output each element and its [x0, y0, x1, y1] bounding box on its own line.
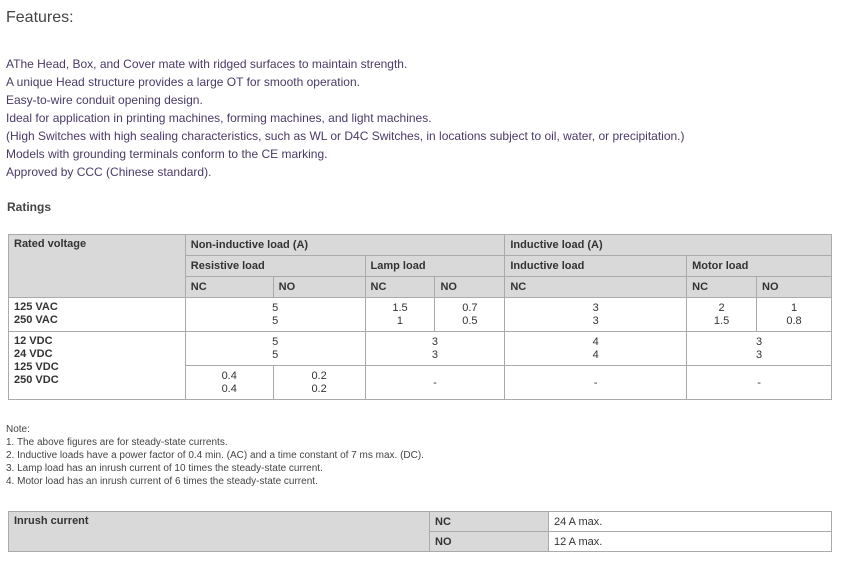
header-lamp: Lamp load — [365, 256, 505, 277]
inrush-nc-label: NC — [430, 512, 549, 532]
header-nc: NC — [505, 277, 687, 298]
ac-inductive: 3 3 — [505, 298, 687, 332]
inrush-no-label: NO — [430, 532, 549, 552]
dc-high-inductive: - — [505, 366, 687, 400]
note-item: 1. The above figures are for steady-state currents. — [6, 437, 228, 448]
header-motor: Motor load — [687, 256, 832, 277]
header-non-inductive: Non-inductive load (A) — [185, 235, 505, 256]
inrush-label: Inrush current — [9, 512, 430, 552]
header-resistive: Resistive load — [185, 256, 365, 277]
feature-item: (High Switches with high sealing characteristics, such as WL or D4C Switches, in locations subject to oil, water, or precipitation.) — [6, 129, 685, 143]
header-nc: NC — [687, 277, 757, 298]
note-item: 2. Inductive loads have a power factor of 0.4 min. (AC) and a time constant of 7 ms max. (DC). — [6, 450, 424, 461]
header-inductive-sub: Inductive load — [505, 256, 687, 277]
dc-lamp: 3 3 — [365, 332, 505, 366]
ac-motor-nc: 2 1.5 — [687, 298, 757, 332]
header-nc: NC — [185, 277, 273, 298]
feature-item: AThe Head, Box, and Cover mate with ridged surfaces to maintain strength. — [6, 57, 408, 71]
dc-resistive: 5 5 — [185, 332, 365, 366]
row-ac-voltage: 125 VAC 250 VAC — [9, 298, 186, 332]
ac-resistive: 5 5 — [185, 298, 365, 332]
dc-high-motor: - — [687, 366, 832, 400]
feature-item: Models with grounding terminals conform to the CE marking. — [6, 147, 328, 161]
notes-label: Note: — [6, 424, 30, 435]
inrush-no-value: 12 A max. — [549, 532, 832, 552]
feature-item: Approved by CCC (Chinese standard). — [6, 165, 212, 179]
note-item: 4. Motor load has an inrush current of 6 times the steady-state current. — [6, 476, 318, 487]
feature-item: Easy-to-wire conduit opening design. — [6, 93, 203, 107]
header-rated-voltage: Rated voltage — [9, 235, 186, 298]
inrush-nc-value: 24 A max. — [549, 512, 832, 532]
inrush-table — [8, 511, 832, 552]
ac-lamp-no: 0.7 0.5 — [435, 298, 505, 332]
features-list — [6, 55, 685, 181]
notes — [6, 423, 424, 488]
header-no: NO — [757, 277, 832, 298]
header-no: NO — [435, 277, 505, 298]
features-title: Features: — [6, 9, 74, 26]
dc-inductive: 4 4 — [505, 332, 687, 366]
ac-lamp-nc: 1.5 1 — [365, 298, 435, 332]
dc-high-resistive-nc: 0.4 0.4 — [185, 366, 273, 400]
note-item: 3. Lamp load has an inrush current of 10 times the steady-state current. — [6, 463, 323, 474]
feature-item: Ideal for application in printing machines, forming machines, and light machines. — [6, 111, 432, 125]
dc-high-lamp: - — [365, 366, 505, 400]
header-inductive: Inductive load (A) — [505, 235, 832, 256]
header-nc: NC — [365, 277, 435, 298]
dc-high-resistive-no: 0.2 0.2 — [273, 366, 365, 400]
dc-motor: 3 3 — [687, 332, 832, 366]
ratings-title: Ratings — [7, 200, 52, 214]
feature-item: A unique Head structure provides a large OT for smooth operation. — [6, 75, 360, 89]
row-dc-voltage: 12 VDC 24 VDC 125 VDC 250 VDC — [9, 332, 186, 400]
ac-motor-no: 1 0.8 — [757, 298, 832, 332]
header-no: NO — [273, 277, 365, 298]
ratings-table — [8, 234, 832, 400]
